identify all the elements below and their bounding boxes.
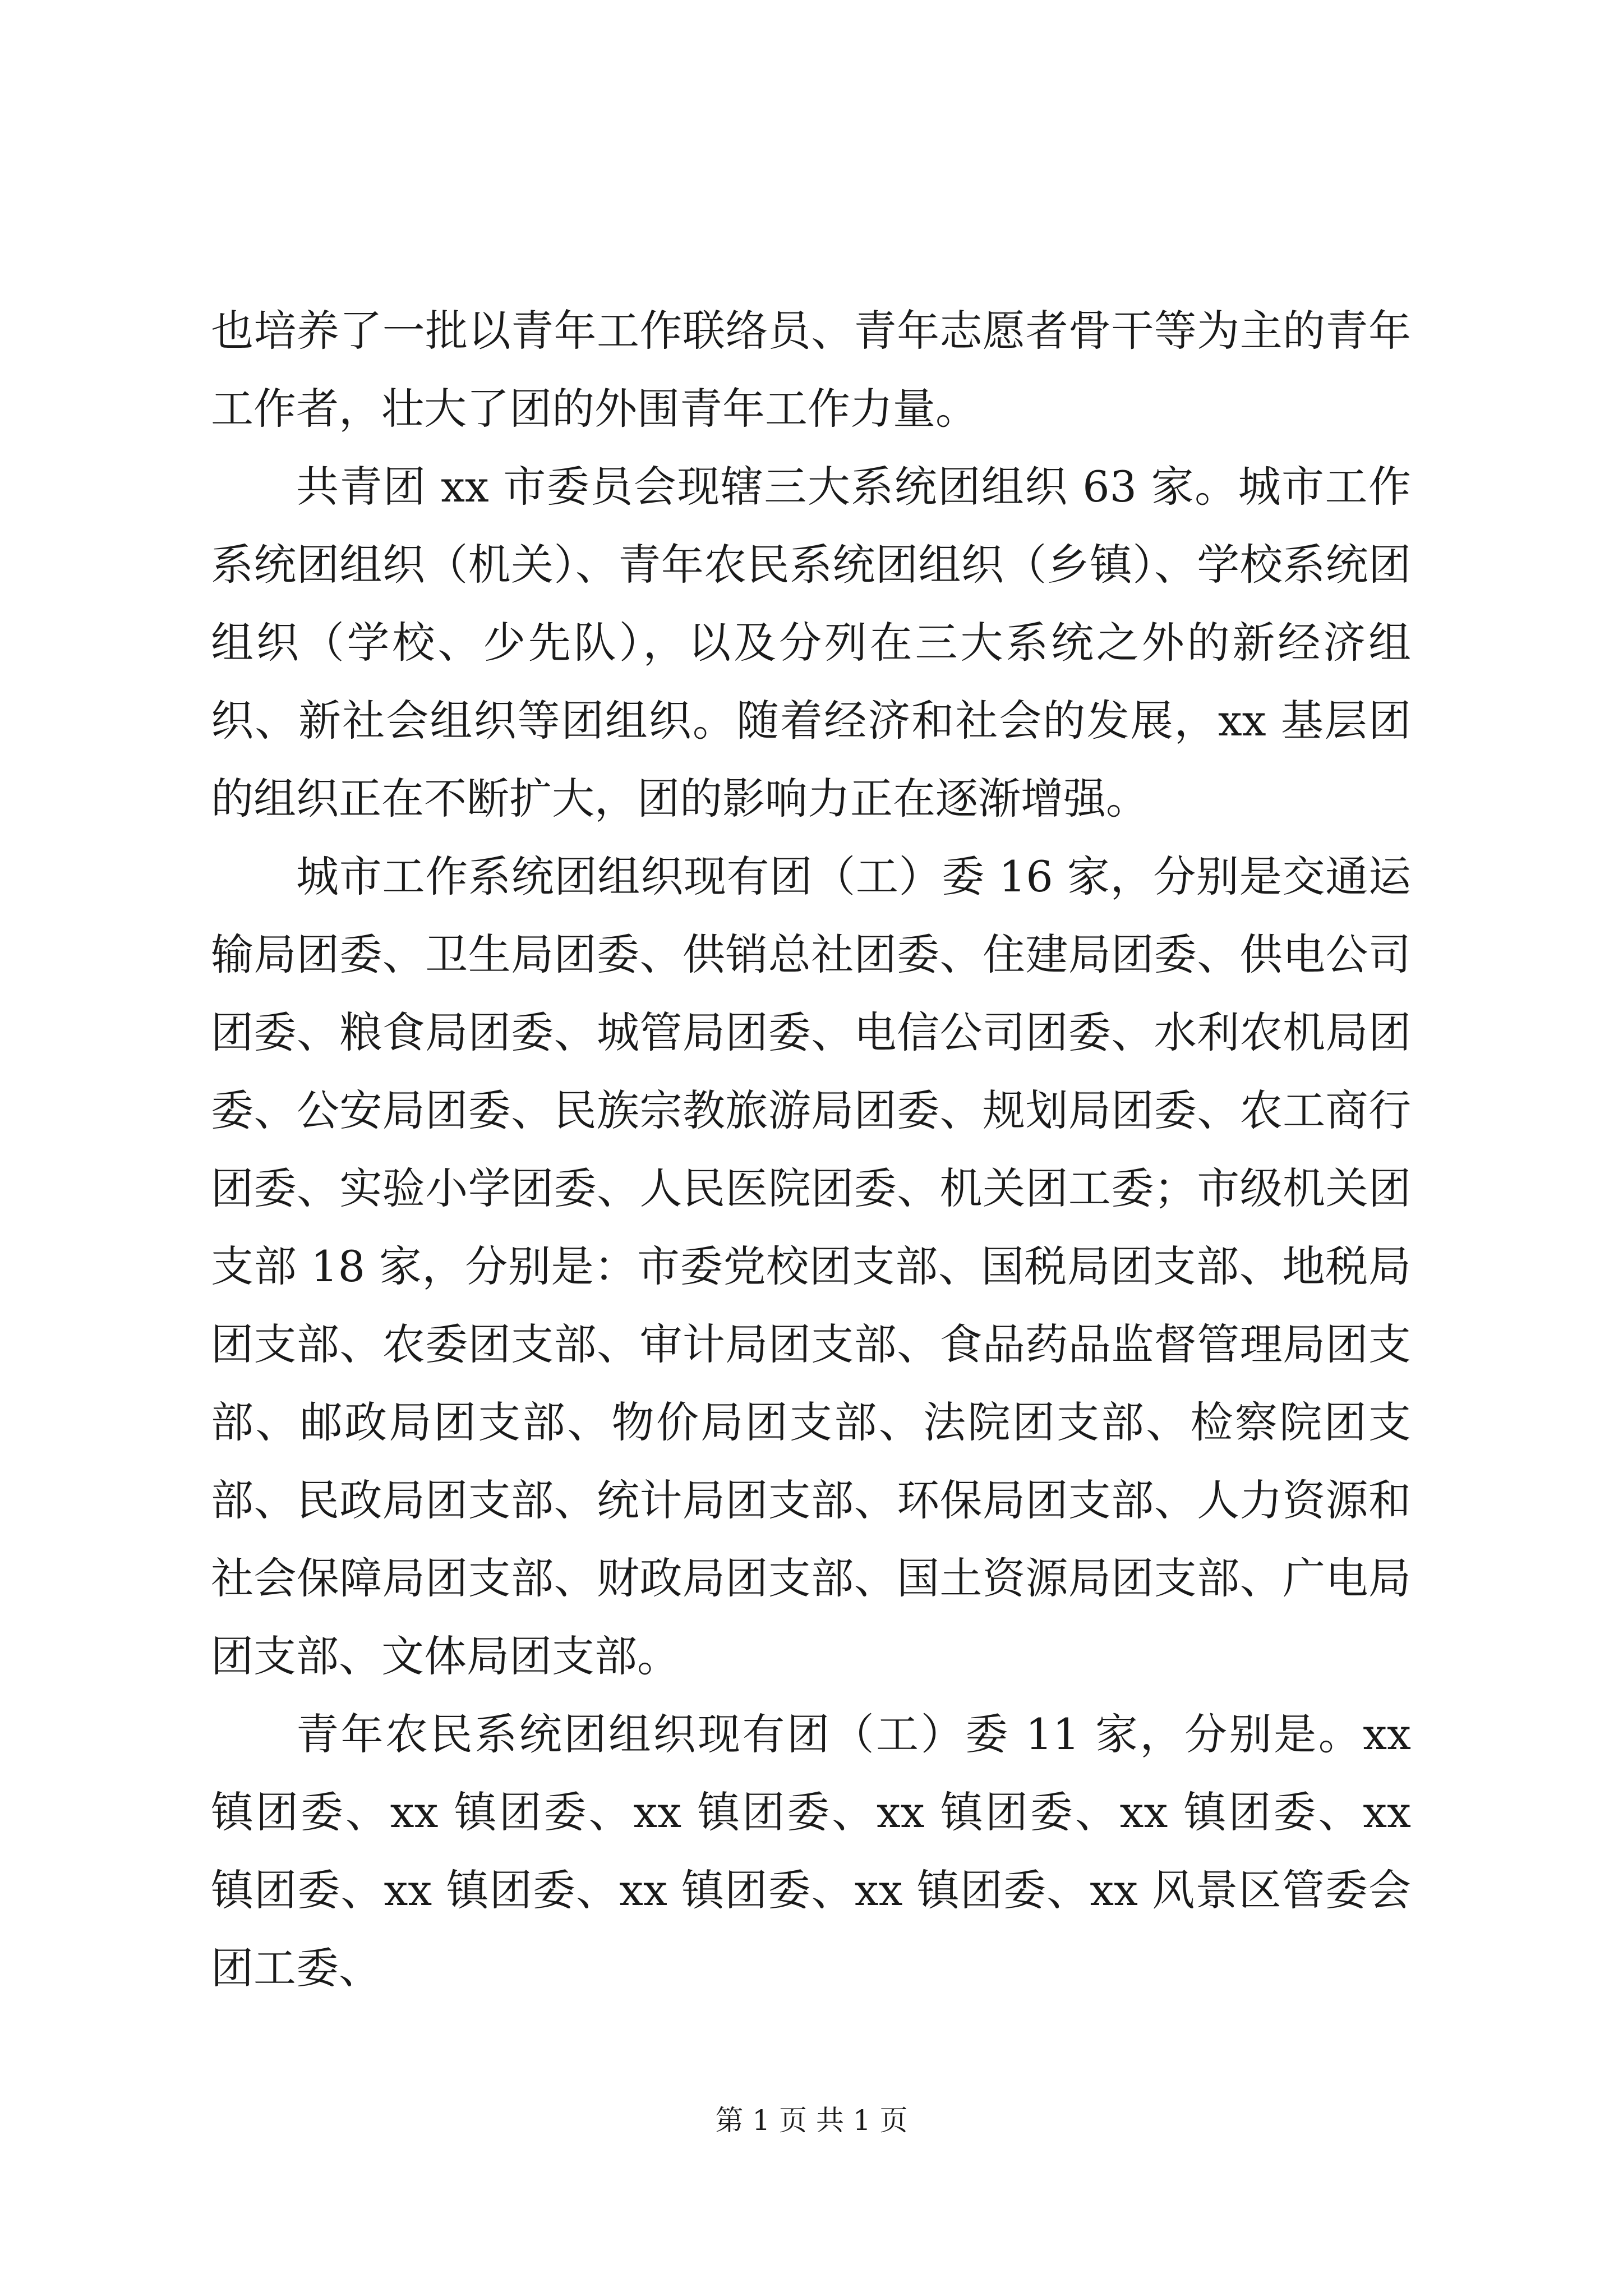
- paragraph-4: 青年农民系统团组织现有团（工）委 11 家，分别是。xx 镇团委、xx 镇团委、xx 镇团委、xx 镇团委、xx 镇团委、xx 镇团委、xx 镇团委、xx 镇团委、xx 镇团委、xx 风景区管委会团工委、: [211, 1709, 1411, 1993]
- paragraph-1: 也培养了一批以青年工作联络员、青年志愿者骨干等为主的青年工作者，壮大了团的外围青年工作力量。: [211, 306, 1411, 434]
- paragraph-3: 城市工作系统团组织现有团（工）委 16 家，分别是交通运输局团委、卫生局团委、供销总社团委、住建局团委、供电公司团委、粮食局团委、城管局团委、电信公司团委、水利农机局团委、公安局团委、民族宗教旅游局团委、规划局团委、农工商行团委、实验小学团委、人民医院团委、机关团工委；市级机关团支部 18 家，分别是：市委党校团支部、国税局团支部、地税局团支部、农委团支部、审计局团支部、食品药品监督管理局团支部、邮政局团支部、物价局团支部、法院团支部、检察院团支部、民政局团支部、统计局团支部、环保局团支部、人力资源和社会保障局团支部、财政局团支部、国土资源局团支部、广电局团支部、文体局团支部。: [211, 852, 1411, 1681]
- paragraph-2: 共青团 xx 市委员会现辖三大系统团组织 63 家。城市工作系统团组织（机关）、青年农民系统团组织（乡镇）、学校系统团组织（学校、少先队），以及分列在三大系统之外的新经济组织、新社会组织等团组织。随着经济和社会的发展，xx 基层团的组织正在不断扩大，团的影响力正在逐渐增强。: [211, 462, 1411, 823]
- document-body: [211, 292, 1411, 2007]
- page-footer: 第 1 页 共 1 页: [715, 2104, 908, 2137]
